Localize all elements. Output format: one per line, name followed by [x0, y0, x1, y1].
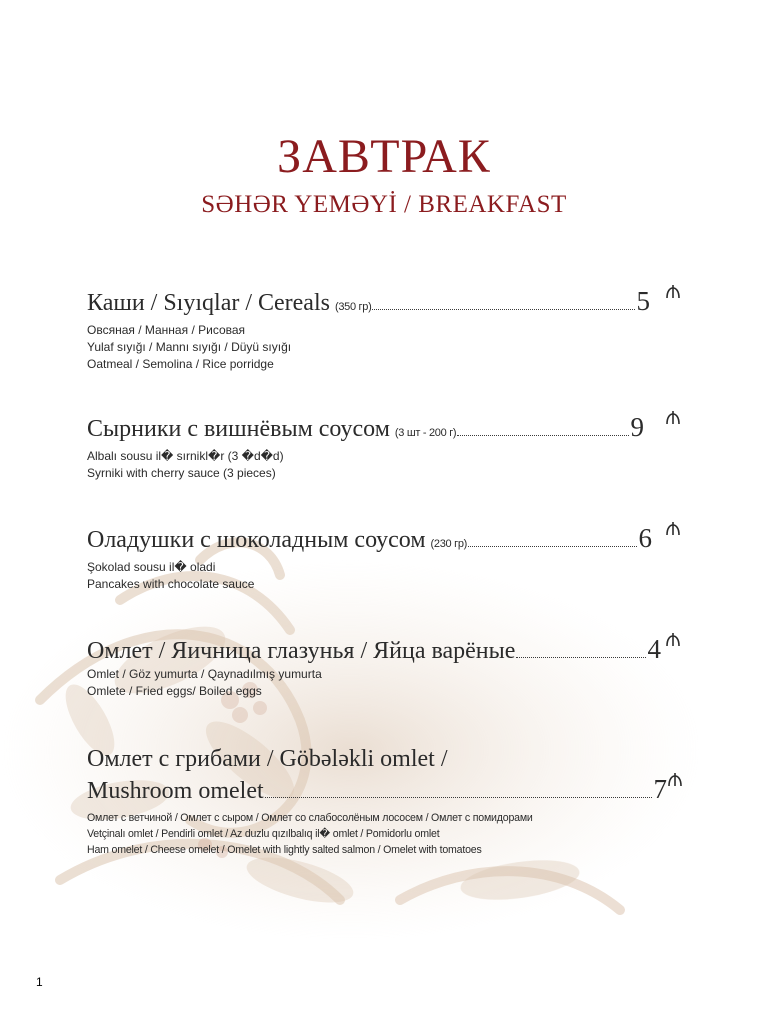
menu-item-weight: (350 гр)	[334, 301, 372, 313]
menu-title: ЗАВТРАК	[277, 130, 491, 183]
menu-item-description-en: Syrniki with cherry sauce (3 pieces)	[87, 466, 276, 480]
menu-item-description-az: Albalı sousu il� sırnikl�r (3 �d�d)	[87, 449, 284, 463]
manat-currency-icon	[665, 284, 681, 300]
menu-item-description-az: Şokolad sousu il� oladi	[87, 560, 216, 574]
menu-item-description-az: Yulaf sıyığı / Mannı sıyığı / Düyü sıyığı	[87, 340, 292, 354]
menu-item-name: Каши / Sıyıqlar / Cereals	[87, 290, 330, 316]
menu-item-price: 5	[636, 286, 650, 316]
menu-item-header	[87, 286, 650, 322]
menu-item-name: Сырники с вишнёвым соусом	[87, 416, 390, 442]
dot-leader	[468, 546, 637, 547]
menu-item-price: 7	[653, 774, 667, 804]
menu-item-description-en: Oatmeal / Semolina / Rice porridge	[87, 357, 274, 371]
menu-item-description-en: Ham omelet / Cheese omelet / Omelet with lightly salted salmon / Omelet with tomatoes	[87, 844, 482, 856]
menu-subtitle: SƏHƏR YEMƏYİ / BREAKFAST	[201, 191, 567, 218]
menu-item-price: 6	[638, 523, 652, 553]
menu-item-description-ru: Овсяная / Манная / Рисовая	[87, 323, 246, 337]
menu-item-eggs	[87, 634, 687, 700]
menu-item-name-line2: Mushroom omelet	[87, 778, 264, 804]
menu-item-header	[87, 412, 644, 448]
menu-item-pancakes	[87, 523, 687, 593]
menu-item-price: 9	[630, 412, 644, 442]
manat-currency-icon	[665, 410, 681, 426]
manat-currency-icon	[665, 632, 681, 648]
menu-item-name: Оладушки с шоколадным соусом	[87, 527, 426, 553]
dot-leader	[265, 797, 652, 798]
menu-item-weight: (3 шт - 200 г)	[394, 427, 457, 439]
manat-currency-icon	[667, 772, 683, 788]
menu-item-description-en: Pancakes with chocolate sauce	[87, 577, 255, 591]
menu-item-mushroom-omelet	[87, 744, 707, 858]
menu-item-price: 4	[647, 634, 661, 664]
menu-item-description-az: Omlet / Göz yumurta / Qaynadılmış yumurta	[87, 667, 322, 681]
menu-item-name-line1: Омлет с грибами / Göbələkli omlet /	[87, 746, 448, 772]
menu-item-cereals	[87, 286, 687, 373]
menu-item-name: Омлет / Яичница глазунья / Яйца варёные	[87, 638, 516, 664]
menu-item-weight: (230 гр)	[430, 538, 467, 550]
menu-item-syrniki	[87, 412, 687, 482]
menu-item-header	[87, 523, 652, 559]
menu-item-header	[87, 634, 661, 666]
menu-item-description-az: Vetçinalı omlet / Pendirli omlet / Az duzlu qızılbalıq il� omlet / Pomidorlu omlet	[87, 828, 440, 840]
page-number: 1	[36, 975, 43, 989]
dot-leader	[457, 435, 628, 436]
dot-leader	[372, 309, 634, 310]
menu-item-description-en: Omlete / Fried eggs/ Boiled eggs	[87, 684, 262, 698]
menu-item-description-ru: Омлет с ветчиной / Омлет с сыром / Омлет со слабосолёным лососем / Омлет с помидорами	[87, 812, 533, 824]
dot-leader	[516, 657, 645, 658]
menu-item-header	[87, 774, 667, 806]
manat-currency-icon	[665, 521, 681, 537]
